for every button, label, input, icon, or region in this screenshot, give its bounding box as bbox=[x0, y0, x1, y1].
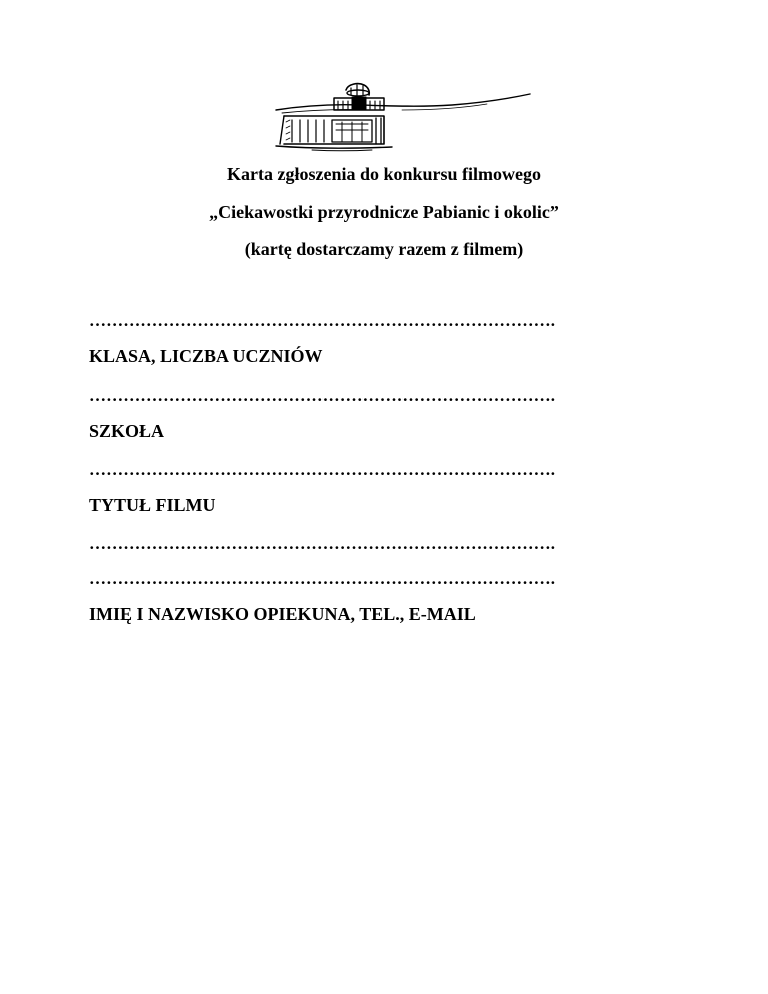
fill-line[interactable]: ………………………………………………………………………. bbox=[89, 311, 556, 330]
form-title: Karta zgłoszenia do konkursu filmowego bbox=[226, 164, 541, 184]
field-label-guardian: IMIĘ I NAZWISKO OPIEKUNA, TEL., E-MAIL bbox=[89, 604, 476, 624]
field-label-film-title: TYTUŁ FILMU bbox=[89, 495, 216, 515]
field-label-school: SZKOŁA bbox=[89, 421, 165, 441]
submission-note: (kartę dostarczamy razem z filmem) bbox=[244, 239, 524, 259]
contest-name: „Ciekawostki przyrodnicze Pabianic i okolic” bbox=[209, 202, 559, 222]
fill-line[interactable]: ………………………………………………………………………. bbox=[89, 386, 556, 405]
fill-line[interactable]: ………………………………………………………………………. bbox=[89, 460, 556, 479]
field-label-class: KLASA, LICZBA UCZNIÓW bbox=[89, 346, 323, 366]
fill-line[interactable]: ………………………………………………………………………. bbox=[89, 569, 556, 588]
building-sketch-logo bbox=[272, 80, 534, 154]
fill-line[interactable]: ………………………………………………………………………. bbox=[89, 534, 556, 553]
